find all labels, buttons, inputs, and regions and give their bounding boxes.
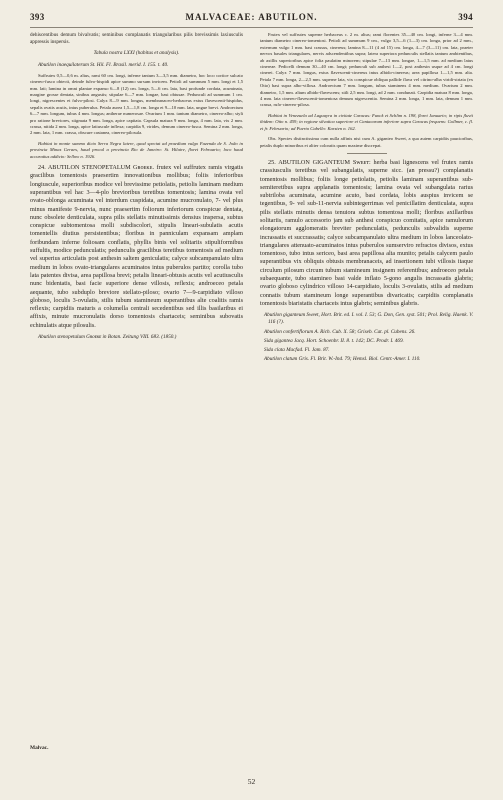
synonym-reference: Abutilon confertiflorum A. Rich. Cub. X. 58; Griseb. Cat. pl. Cubens. 26.: [264, 328, 416, 335]
synonym-reference: Abutilon giganteum Sweet, Hort. Brit. ed. I. vol. I. 53; G. Don, Gen. syst. 501; Prol. Relig. Haenk. V. 116 (?).: [264, 312, 473, 326]
plate-reference: Tabula nostra LXXI (habitus et analysis).: [93, 50, 180, 57]
footer-label: Malvac.: [30, 745, 49, 751]
species-name: ABUTILON STENOPETALUM: [47, 164, 131, 172]
species-author: Sᴡᴇᴇᴛ:: [352, 158, 371, 166]
species-number: 24.: [38, 164, 46, 172]
synonym-reference: Sida gigantea Jacq. Hort. Schoenbr. II. 8. t. 142; DC. Prodr. I. 469.: [264, 337, 404, 344]
section-divider: [347, 153, 387, 154]
paragraph-continuation: dehiscentibus demum bivalvatis; seminibus complanatis triangularibus pilis brevissimis laxiusculis appressis inspersis.: [30, 32, 243, 46]
species-number: 25.: [268, 158, 276, 166]
species-description: Frutex vel suffrutex superne herbaceus c. 2 m. altus; rami florentes 35—40 cm. longi, inferne 3—4 mm. tantum diametro cinereo-tomentosi. Petioli ad summum 9 cm., vulgo 3,5—6 (1—3) cm. longa, prior ad 2 mm., externum vulgo 1 mm. basi crassus, cinereus; lamina 8—11 (4 ad 15) cm. longa, 4—7 (3—11) cm. lata, praeter nervos basales triangulares, nervis adscendentibus supra; latera superiora pedunculis stellatis tantum ambientibus, ab axillis superioribus apice folia paulatim minorem; stipulae 7—13 mm. longae, 1—1,5 mm. ad medium latus cinereae. Pedicelli demum 30—40 cm. longi; pedunculi sub anthesi 1—2, post anthesin usque ad 4 cm. longi cinerei. Calyx 7 mm. longus, extus flavescenti-cinereus intus albido-cinereus; area papillosa 1—1,5 mm. alta. Petala 7 mm. longa, 2—2,5 mm. superne lata, vix conspicue obliqua pallide flava vel citrino-alba viridi-striata (ex Otto) basi supra albo-villosa. Androecium 7 mm. longum, tubus staminens 4 mm. medium. Ovarium 2 mm. diametro, 1,5 mm. altum albido-flavescens; stili 2,5 mm. longi, ad 2 mm. condunati. Carpidia matura 8 mm. longa, 4 mm. lata cinereo-flavescenti-tomentosa demum nigrescentia. Semina 2 mm. longa, 1 mm. lata, demum 1 mm. crassa, rufo-cinereo-pilosa.: [260, 32, 473, 108]
habitat-note: Habitat in Venezuela ad Laguayra in civitate Caracas: Funck et Schlim n. 198, floret Januario; in ripis fluvii ibidem: Otto n. 459; in regione silvatica superiore et Cantacarum inferiore supra Caracas frequens: Gollmer, c. fl. et fr. Februario; ad Puerto Cabello: Karsten n. 162.: [260, 112, 473, 131]
synonym-reference: Abutilon clatum Gris. Fl. Brit. W.-Ind. 79; Hemsl. Biol. Centr.-Amer. I. 110.: [264, 356, 421, 363]
running-header: [30, 12, 473, 26]
synonym-reference: Abutilon stenopetalum Gʀᴏᴇᴋᴇ in Botan. Zeitung VIII. 683. (1850.): [38, 334, 177, 341]
species-entry-25: [260, 159, 473, 308]
synonym-reference: Abutilon inaequilaterum St. Hil. Fl. Brasil. merid. I. 155. t. 40.: [38, 61, 169, 68]
page-number-bottom: 52: [247, 777, 256, 786]
species-name: ABUTILON GIGANTEUM: [278, 158, 351, 166]
observation-note: Obs. Species distinctissima cum nulla affinis nisi cum A. giganteo Sweet, a qua autem carpidiis paucioribus, petalis duplo minoribus et aliter coloratis quam maxime discrepat.: [260, 136, 473, 148]
species-diagnosis: herba basi lignescens vel frutex ramis crassiusculis teretibus vel subangulatis, superne sicc. (an pressu?) complanatis tomentosis mollibus; foliis longe petiolatis, petiolis laminam superantibus sub-semiteretibus supra applanatis tomentosis; lamina ovata vel subangulata rarius subtriloba acuminata, acumine acuto, basi cordata, lobis auspius invicem se tegentibus, 9- vel sub-11-nervia subintegerrimas vel penicillatim denticulata, supra pilis stellatis minutis densa tenuiora subtus tomentosa molli; floribus axillaribus solitariis, ramulo accessorio jam sub anthesi conspicuo comitatis, apice ramulorum elongatorum agglomeratis breviter pedunculatis, pedunculis subvalidis superne incrassatis et succrassatis; calyce subcampanulato ultra medium in lobos lanceolato-triangulares attenuato-acuminatos intus puberulos sumserviro refractos divisos, extus tomentoso, tubo intus sericeo, basi area papillosa alta munito; petalis calycem paulo superantibus vix obliquis obtusis membranaceis, ad insertionem tubi villosis itaque circulum pilosum circum tubum stamineum insignem referentibus; androeceo petala subaequante, tubo stamineo basi valde inflato 5-gono angulis incrassatis glabris; ovario globoso cylindrico villoso 14-carpidiato, loculis 3-ovulatis, stilis ad medium connatis tubum stamineum longe superantibus divaricatis; carpidiis complanatis tomentosis biaristatis chartaceis intus glabris; seminibus glabris.: [260, 158, 473, 307]
synonym-reference: Sida clata Macfad. Fl. Jam. 87.: [264, 347, 330, 354]
species-entry-24: [30, 164, 243, 330]
species-description: Suffrutex 0,5—0,6 m. altus, rami 60 cm. longi, inferne tantum 3—3,5 mm. diametro, hoc loco cortice sulcato cinereo-fusco obtecti, deinde fulvo-hispidi apice summo sursum invicem. Petioli ad summum 5 mm. longi et 1,5 mm. lati; lamina in omni plantae expanso 6—8 (12) cm. longa, 5—6 cm. lata, basi profunde cordata, acuminata, margine grosse dentata, sinibus angustis; stipulae 6—7 mm. longae, basi obtusae. Pedunculi ad summum 1 cm. longi, nigrescentes et fulvo-pilosi. Calyx 8—9 mm. longus, membranaceo-herbaceus extus flavescenti-hispidus, sepalis ovatis acutis, intus puberulus. Petala aurea 1,5—1,8 cm. longa et 9—10 mm. lata, ungue brevi. Androecium 6—7 mm. longum, tubus 4 mm. longus; antherae numerosae. Ovarium 1 mm. tantum diametro, cinereo-albo; styli pro ratione breviores, stigmata 9 mm. longa, apice capitata. Capsula matura 9 mm. longa, 4 mm. lata, vix 2 mm. crassa, nitida 2 mm. longa, apice latiuscule inflexa; carpidia 9, virides, demum cinereo-fusca. Semina 2 mm. longa, 2 mm. lata, 1 mm. crassa, obscure castanea, cinereo-pilosula.: [30, 72, 243, 136]
page-number-right: 394: [458, 12, 473, 22]
page-number-left: 393: [30, 12, 45, 22]
habitat-note: Habitat in monte summo dicto Serra Negra latere, quod spectat ad praedium vulgo Fazenda de S. João in provincia Minas Geraes, haud procul a provincia Rio de Janeiro: St. Hilaire, floret Februario; loco haud accuratius addicto: Sellow n. 1926.: [30, 140, 243, 159]
species-diagnosis: frutex vel suffrutex ramis virgatis gracilibus tomentosis praesertim innovationibus mollibus; foliis inferioribus longiuscule, superioribus modice vel brevissime petiolatis, petiolis laminam medium superantibus vel hac 3—4-plo brevioribus teretibus tomentosis; lamina ovata vel ovato-oblonga acuminata vel interdum cuspidata, acumine mucronulato, 7- vel plus minus manifeste 9-nervia, nunc praesertim foliorum inferiorum conspicue dentata, nunc obsolete denticulata, supra pilis stellatis minutissimis densius inspersa, subtus conspicue subtomentosa molli subdiscolori, stipulis lineari-subulatis acutis tomentellis diutius persistentibus; floribus in panniculam expansam amplam foribundam inferne foliosam conflatis, phyllis binis vel solitariis stipuliformibus suffultis, modice pedunculatis; pedunculis gracilibus teretibus tomentosis ad medium vel superius articulatis post anthesin saltem geniculatis; calyce subcampanulato ultra medium in lobos ovato-triangulares acuminatos intus puberulos partito; corolla tubo lata patentes divisa, area papillosa brevi; petalis lineari-obtusis acutis vel acutiusculis nunc bidentatis, basi facie superiore dense villosis, reflexis; androeceo petala aequante, tubo subduplo breviore stellato-piloso; ovario 7—9-carpidiato villoso globoso, loculis 3-ovulatis, stilis tubum stamineum superantibus alte coalitis ramis reflexis; carpidiis maturis a columella centrali secedentibus sed illis basilaribus ei affixis, minute mucronulatis dorso tomentosis chartaceis; seminibus subovatis echinulatis atque pilosulis.: [30, 164, 243, 329]
header-title: MALVACEAE: ABUTILON.: [185, 12, 318, 22]
header-rule: [30, 27, 473, 28]
right-column: [260, 32, 473, 792]
species-author: Gʀᴏᴇᴋᴇ.: [133, 164, 154, 172]
left-column: [30, 32, 243, 744]
